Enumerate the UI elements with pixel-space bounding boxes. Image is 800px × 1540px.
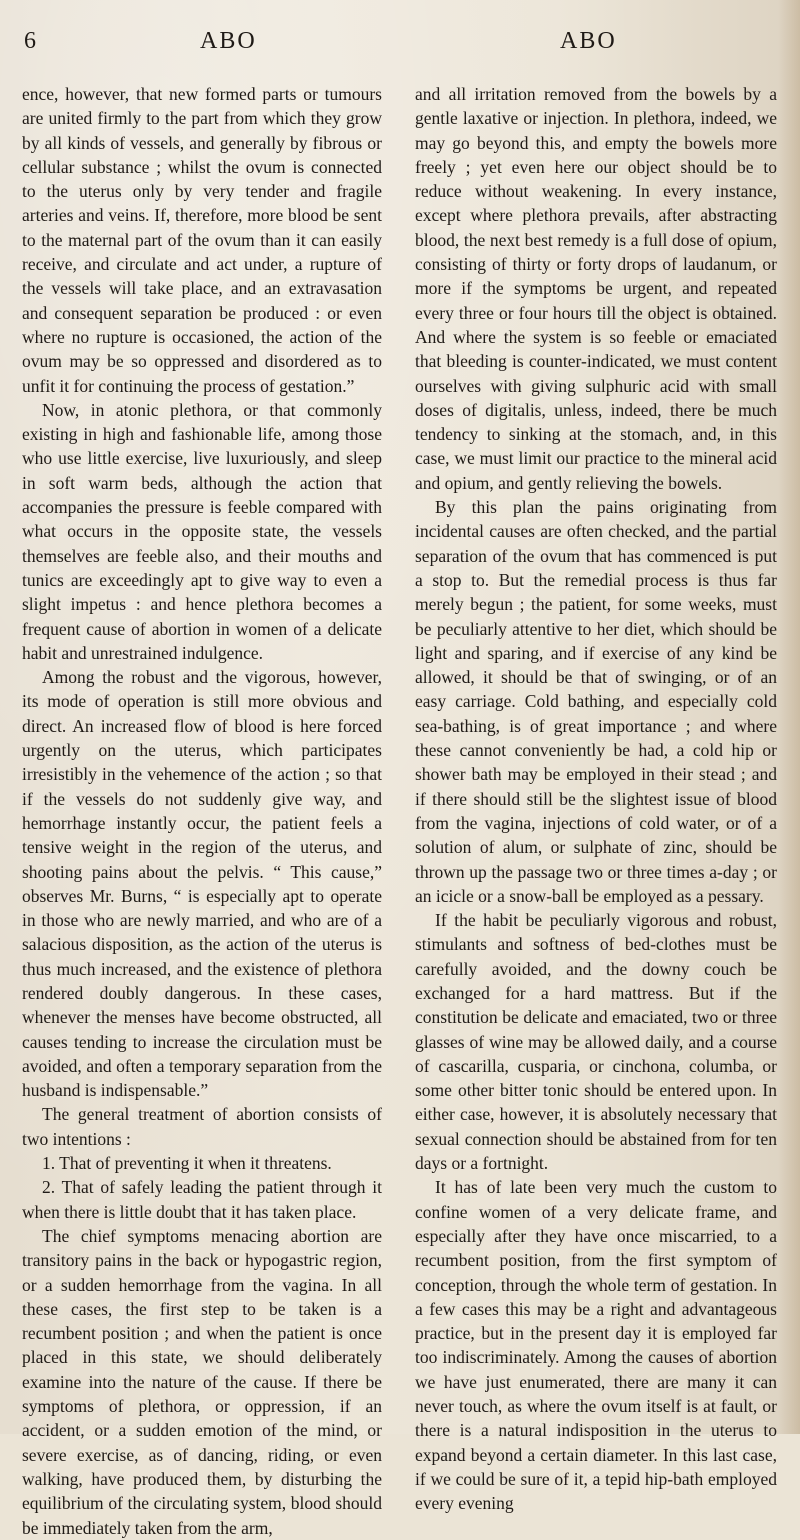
paragraph: ence, however, that new formed parts or tumours are united firmly to the part from which they grow by all kinds of vessels, and generally by fibrous or cellular substance ; whilst the ovum is connected to the uterus only by very tender and fragile arteries and veins. If, therefore, more blood be sent to the maternal part of the ovum than it can easily receive, and circulate and act under, a rupture of the vessels will take place, and an extravasation and consequent separation be produced : or even where no rupture is occasioned, the action of the ovum may be so oppressed and disordered as to unfit it for continuing the process of gestation.”: [22, 84, 382, 396]
paragraph: Now, in atonic plethora, or that commonly existing in high and fashionable life, among those who use little exercise, live luxuriously, and sleep in soft warm beds, although the action that accompanies the pressure is feeble compared with what occurs in the opposite state, the vessels themselves are feeble also, and their mouths and tunics are exceedingly apt to give way to even a slight impetus : and hence plethora becomes a frequent cause of abortion in women of a delicate habit and unrestrained indulgence.: [22, 399, 382, 663]
running-head-left: ABO: [200, 28, 257, 54]
page-number: 6: [24, 28, 38, 54]
paragraph: The general treatment of abortion consists of two intentions :: [22, 1104, 382, 1149]
list-item: 2. That of safely leading the patient through it when there is little doubt that it has taken place.: [22, 1177, 382, 1222]
list-item: 1. That of preventing it when it threatens.: [42, 1153, 332, 1174]
paragraph: The chief symptoms menacing abortion are transitory pains in the back or hypogastric region, or a sudden hemorrhage from the vagina. In all these cases, the first step to be taken is a recumbent position ; and when the patient is once placed in this state, we should deliberately examine into the nature of the cause. If there be symptoms of plethora, or oppression, if an accident, or a sudden emotion of the mind, or severe exercise, as of dancing, riding, or even walking, have produced them, by disturbing the equilibrium of the circulating system, blood should be immediately taken from the arm,: [22, 1225, 382, 1538]
right-column: [415, 82, 777, 1516]
paragraph: Among the robust and the vigorous, however, its mode of operation is still more obvious and direct. An increased flow of blood is here forced urgently on the uterus, which participates irresistibly in the vehemence of the action ; so that if the vessels do not suddenly give way, and hemorrhage instantly occur, the patient feels a tensive weight in the region of the uterus, and shooting pains about the pelvis. “ This cause,” observes Mr. Burns, “ is especially apt to operate in those who are newly married, and who are of a salacious disposition, as the action of the uterus is thus much increased, and the existence of plethora rendered doubly dangerous. In these cases, whenever the menses have become obstructed, all causes tending to increase the circulation must be avoided, and often a temporary separation from the husband is indispensable.”: [22, 667, 382, 1101]
paragraph: and all irritation removed from the bowels by a gentle laxative or injection. In plethora, indeed, we may go beyond this, and empty the bowels more freely ; yet even here our object should be to reduce without weakening. In every instance, except where plethora prevails, after abstracting blood, the next best remedy is a full dose of opium, consisting of thirty or forty drops of laudanum, or more if the symptoms be urgent, and repeated every three or four hours till the object is obtained. And where the system is so feeble or emaciated that bleeding is counter-indicated, we must content ourselves with giving sulphuric acid with small doses of digitalis, unless, indeed, there be much tendency to sinking at the stomach, and, in this case, we must limit our practice to the mineral acid and opium, and gently relieving the bowels.: [415, 84, 777, 493]
paragraph: By this plan the pains originating from incidental causes are often checked, and the partial separation of the ovum that has commenced is put a stop to. But the remedial process is thus far merely begun ; the patient, for some weeks, must be peculiarly attentive to her diet, which should be light and sparing, and if exercise of any kind be allowed, it should be that of swinging, or of an easy carriage. Cold bathing, and especially cold sea-bathing, is of great importance ; and where these cannot conveniently be had, a cold hip or shower bath may be employed in their stead ; and if there should still be the slightest issue of blood from the vagina, injections of cold water, or of a solution of alum, or sulphate of zinc, should be thrown up the passage two or three times a-day ; or an icicle or a snow-ball be employed as a pessary.: [415, 497, 777, 906]
left-column: [22, 82, 382, 1540]
running-head-right: ABO: [560, 28, 617, 54]
page-edge-shadow: [778, 0, 800, 1434]
paragraph: It has of late been very much the custom to confine women of a very delicate frame, and especially after they have once miscarried, to a recumbent position, from the first symptom of conception, through the whole term of gestation. In a few cases this may be a right and advantageous practice, but in the present day it is employed far too indiscriminately. Among the causes of abortion we have just enumerated, there are many it can never touch, as where the ovum itself is at fault, or there is a natural indisposition in the uterus to expand beyond a certain diameter. In this last case, if we could be sure of it, a tepid hip-bath employed every evening: [415, 1177, 777, 1514]
paragraph: If the habit be peculiarly vigorous and robust, stimulants and softness of bed-clothes must be carefully avoided, and the downy couch be exchanged for a hard mattress. But if the constitution be delicate and emaciated, two or three glasses of wine may be allowed daily, and a course of cascarilla, cusparia, or cinchona, columba, or some other bitter tonic should be entered upon. In either case, however, it is absolutely necessary that sexual connection should be abstained from for ten days or a fortnight.: [415, 910, 777, 1174]
